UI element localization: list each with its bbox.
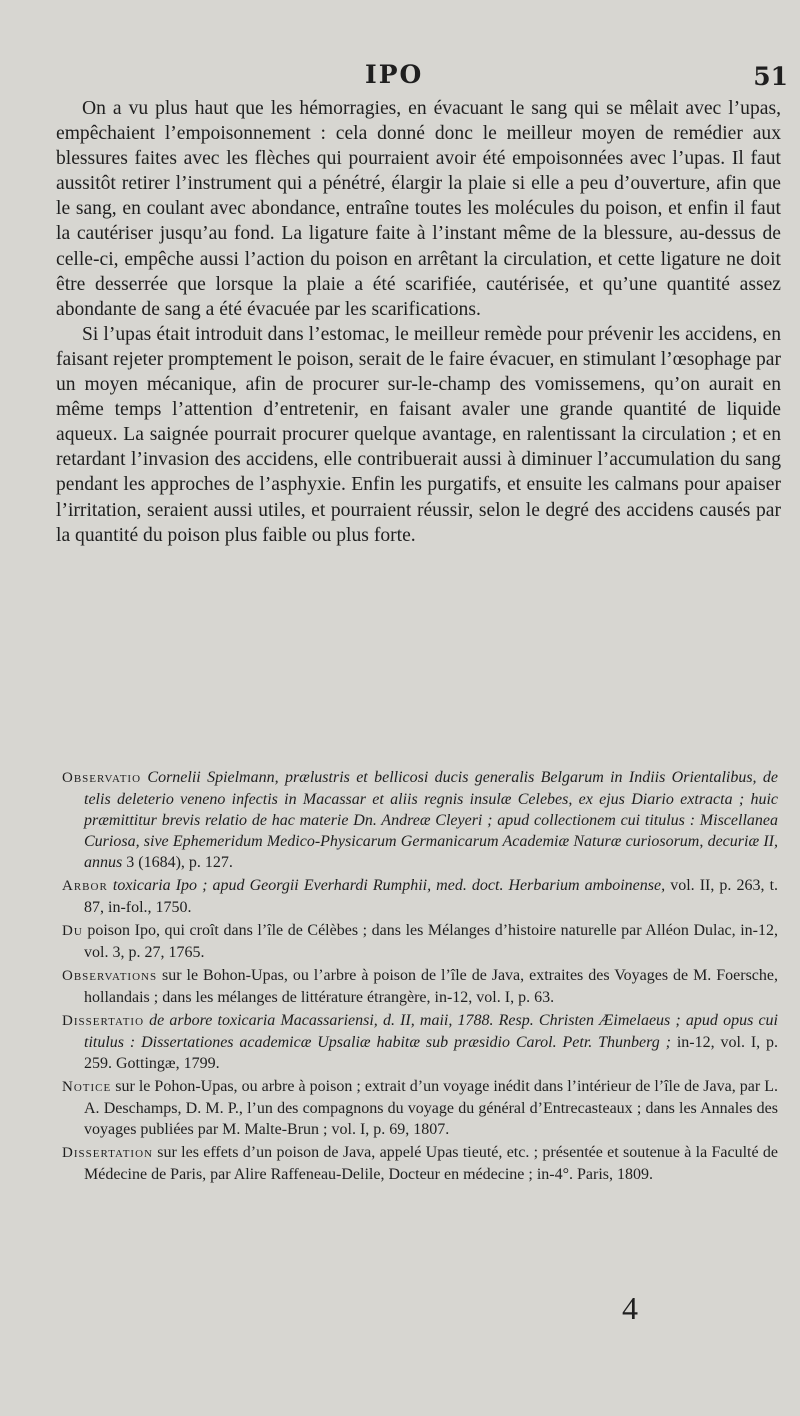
reference-lead: Dissertatio: [62, 1013, 145, 1029]
bibliography: [62, 767, 778, 1187]
reference-item: [62, 965, 778, 1008]
signature-mark: 4: [622, 1290, 638, 1326]
reference-lead: Notice: [62, 1079, 112, 1095]
reference-details: poison Ipo, qui croît dans l’île de Célèbes ; dans les Mélanges d’histoire naturelle par Alléon Dulac, in-12, vol. 3, p. 27, 1765.: [82, 922, 778, 961]
reference-title: Cornelii Spielmann, prælustris et bellicosi ducis generalis Belgarum in Indiis Orientalibus, de telis deleterio veneno infectis in Macassar et aliis regnis insulæ Celebes, ex ejus Diario extracta ; huic præmittitur brevis relatio de hac materie Dn. Andreæ Cleyeri ; apud collectionem cui titulus : Miscellanea Curiosa, sive Ephemeridum Medico-Physicarum Germanicarum Academiæ Naturæ curiosorum, decuriæ II, annus: [84, 769, 779, 871]
reference-item: [62, 767, 778, 873]
reference-lead: Observations: [62, 968, 158, 984]
reference-lead: Dissertation: [62, 1145, 153, 1161]
running-title: IPO: [365, 60, 424, 89]
reference-details: vol. II, p. 263, t. 87, in-fol., 1750.: [84, 877, 779, 916]
main-text: [56, 96, 781, 548]
page-number: 51: [753, 62, 788, 91]
reference-title: toxicaria Ipo ; apud Georgii Everhardi Rumphii, med. doct. Herbarium amboinense,: [112, 877, 666, 894]
reference-details: sur le Pohon-Upas, ou arbre à poison ; extrait d’un voyage inédit dans l’intérieur de l’île de Java, par L. A. Deschamps, D. M. P., l’un des compagnons du voyage du général d’Entrecasteaux ; dans les Annales des voyages publiées par M. Malte-Brun ; vol. I, p. 69, 1807.: [84, 1078, 778, 1138]
reference-details: in-12, vol. I, p. 259. Gottingæ, 1799.: [84, 1034, 779, 1072]
reference-item: [62, 1142, 778, 1185]
reference-lead: Arbor: [62, 878, 108, 894]
reference-item: [62, 1010, 778, 1074]
reference-lead: Du: [62, 923, 83, 939]
reference-item: [62, 875, 778, 918]
reference-details: 3 (1684), p. 127.: [122, 854, 233, 871]
page-header: [0, 60, 800, 94]
reference-lead: Observatio: [62, 770, 142, 786]
paragraph: Si l’upas était introduit dans l’estomac, le meilleur remède pour prévenir les accidens, en faisant rejeter promptement le poison, serait de le faire évacuer, en stimulant l’œsophage par un moyen mécanique, afin de procurer sur-le-champ des vomissemens, qu’on aurait en même temps l’attention d’entretenir, en faisant avaler une grande quantité de liquide aqueux. La saignée pourrait procurer quelque avantage, en ralentissant la circulation ; et en retardant l’invasion des accidens, elle contribuerait aussi à diminuer l’accumulation du sang pendant les approches de l’asphyxie. Enfin les purgatifs, et ensuite les calmans pour apaiser l’irritation, seraient aussi utiles, et pourraient réussir, selon le degré des accidens causés par la quantité du poison plus faible ou plus forte.: [56, 323, 781, 546]
reference-details: sur les effets d’un poison de Java, appelé Upas tieuté, etc. ; présentée et soutenue à la Faculté de Médecine de Paris, par Alire Raffeneau-Delile, Docteur en médecine ; in-4°. Paris, 1809.: [84, 1144, 778, 1183]
reference-title: de arbore toxicaria Macassariensi, d. II, maii, 1788. Resp. Christen Æimelaeus ; apud opus cui titulus : Dissertationes academicæ Upsaliæ habitæ sub præsidio Carol. Petr. Thunberg ;: [84, 1012, 778, 1051]
reference-item: [62, 1076, 778, 1140]
paragraph: On a vu plus haut que les hémorragies, en évacuant le sang qui se mêlait avec l’upas, empêchaient l’empoisonnement : cela donné donc le meilleur moyen de remédier aux blessures faites avec les flèches qui pourraient avoir été empoisonnées avec l’upas. Il faut aussitôt retirer l’instrument qui a pénétré, élargir la plaie si elle a peu d’ouverture, afin que le sang, en coulant avec abondance, entraîne toutes les molécules du poison, et enfin il faut la cautériser jusqu’au fond. La ligature faite à l’instant même de la blessure, au-dessus de celle-ci, empêche aussi l’action du poison en arrêtant la circulation, et cette ligature ne doit être desserrée que lorsque la plaie a été scarifiée, cautérisée, et qu’une quantité assez abondante de sang a été évacuée par les scarifications.: [56, 98, 781, 320]
reference-item: [62, 920, 778, 963]
reference-details: sur le Bohon-Upas, ou l’arbre à poison de l’île de Java, extraites des Voyages de M. Foersche, hollandais ; dans les mélanges de littérature étrangère, in-12, vol. I, p. 63.: [84, 967, 778, 1006]
